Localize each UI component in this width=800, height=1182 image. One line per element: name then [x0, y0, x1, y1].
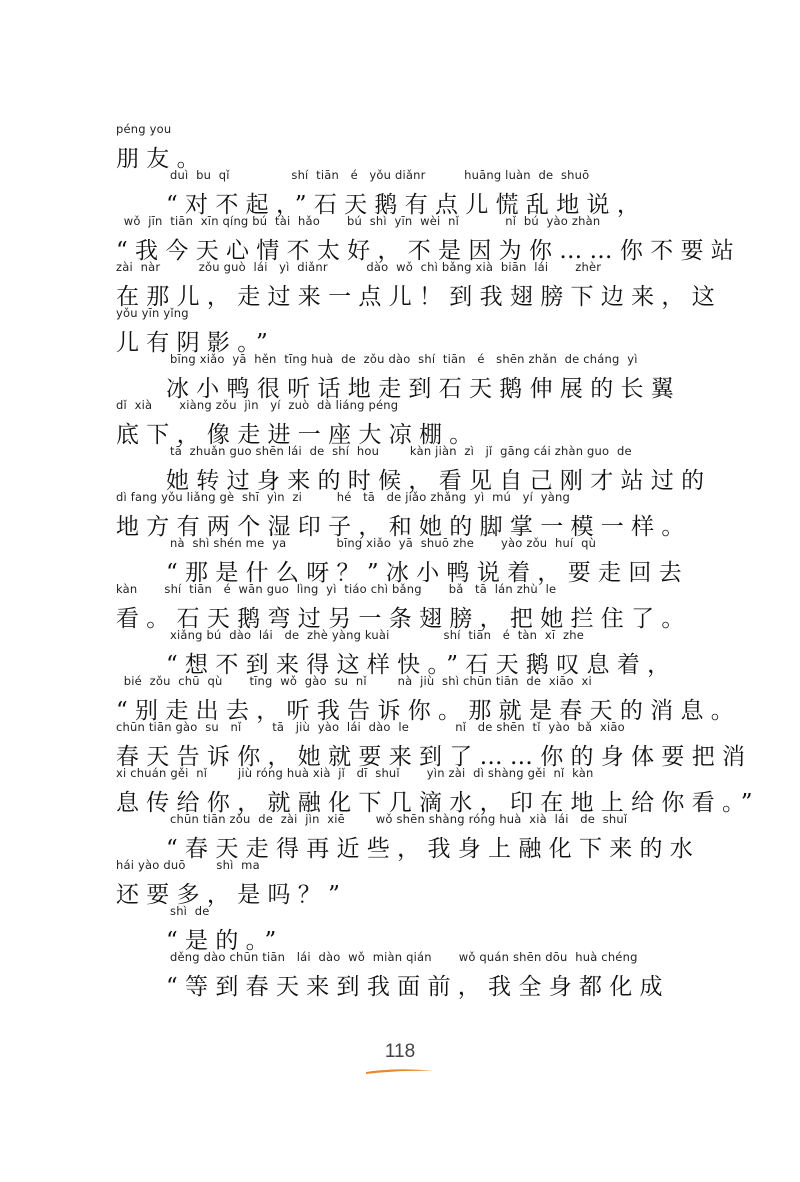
- text-line: [116, 210, 742, 264]
- page-number: 118: [384, 1041, 416, 1062]
- pinyin-annotation: duì bu qǐ shí tiān é yǒu diǎnr huāng luàn de shuō: [170, 168, 590, 182]
- pinyin-annotation: xiǎng bú dào lái de zhè yàng kuài shí tiān é tàn xī zhe: [170, 628, 584, 642]
- text-line: [116, 854, 686, 908]
- text-line: [116, 440, 712, 494]
- chinese-text: 春天告诉你，她就要来到了……你的身体要把消: [116, 744, 753, 770]
- pinyin-annotation: dì fang yǒu liǎng gè shī yìn zi hé tā de jiǎo zhǎng yì mú yí yàng: [116, 490, 570, 504]
- chinese-text: “想不到来得这样快。”石天鹅叹息着，: [166, 652, 678, 678]
- pinyin-annotation: tā zhuǎn guo shēn lái de shí hou kàn jiàn zì jǐ gāng cái zhàn guo de: [170, 444, 632, 458]
- pinyin-annotation: chūn tiān gào su nǐ tā jiù yào lái dào le nǐ de shēn tǐ yào bǎ xiāo: [116, 720, 625, 734]
- text-line: [116, 808, 701, 862]
- pinyin-annotation: hái yào duō shì ma: [116, 858, 260, 872]
- chinese-text: “等到春天来到我面前，我全身都化成: [166, 974, 670, 1000]
- chinese-text: 她转过身来的时候，看见自己刚才站过的: [166, 468, 712, 494]
- pinyin-annotation: děng dào chūn tiān lái dào wǒ miàn qián wǒ quán shēn dōu huà chéng: [170, 950, 638, 964]
- chinese-text: “别走出去，听我告诉你。那就是春天的消息。: [116, 698, 742, 724]
- page-number-swoosh-icon: [364, 1066, 436, 1076]
- text-line: [116, 348, 686, 402]
- chinese-text: 息传给你，就融化下几滴水，印在地上给你看。”: [116, 790, 760, 816]
- text-line: [116, 716, 753, 770]
- chinese-text: “春天走得再近些，我身上融化下来的水: [166, 836, 701, 862]
- text-line: [116, 670, 742, 724]
- pinyin-annotation: dǐ xià xiàng zǒu jìn yí zuò dà liáng péng: [116, 398, 399, 412]
- chinese-text: 在那儿，走过来一点儿！到我翅膀下边来，这: [116, 284, 722, 310]
- text-line: [116, 256, 722, 310]
- text-line: [116, 946, 686, 1000]
- pinyin-annotation: chūn tiān zǒu de zài jìn xiē wǒ shēn shàng róng huà xià lái de shuǐ: [170, 812, 628, 826]
- chinese-text: “那是什么呀？”冰小鸭说着，要走回去: [166, 560, 689, 586]
- pinyin-annotation: bié zǒu chū qù tīng wǒ gào su nǐ nà jiù shì chūn tiān de xiāo xi: [116, 674, 592, 688]
- pinyin-annotation: shì de: [170, 904, 210, 918]
- chinese-text: “对不起，”石天鹅有点儿慌乱地说，: [166, 192, 648, 218]
- pinyin-annotation: zài nàr zǒu guò lái yì diǎnr dào wǒ chì bǎng xià biān lái zhèr: [116, 260, 602, 274]
- text-line: [116, 762, 760, 816]
- chinese-text: 看。石天鹅弯过另一条翅膀，把她拦住了。: [116, 606, 692, 632]
- text-line: [116, 302, 686, 356]
- text-line: [116, 486, 692, 540]
- text-line: [116, 532, 689, 586]
- story-text: [116, 118, 760, 1000]
- pinyin-annotation: kàn shí tiān é wān guo lìng yì tiáo chì bǎng bǎ tā lán zhù le: [116, 582, 557, 596]
- text-line: [116, 118, 686, 172]
- text-line: [116, 164, 686, 218]
- pinyin-annotation: xi chuán gěi nǐ jiù róng huà xià jǐ dī shuǐ yìn zài dì shàng gěi nǐ kàn: [116, 766, 594, 780]
- chinese-text: 冰小鸭很听话地走到石天鹅伸展的长翼: [166, 376, 682, 402]
- chinese-text: 还要多，是吗？”: [116, 882, 348, 908]
- chinese-text: 朋友。: [116, 146, 207, 172]
- chinese-text: “我今天心情不太好，不是因为你……你不要站: [116, 238, 742, 264]
- text-line: [116, 578, 692, 632]
- text-line: [116, 900, 686, 954]
- chinese-text: 底下，像走进一座大凉棚。: [116, 422, 480, 448]
- pinyin-annotation: wǒ jīn tiān xīn qíng bú tài hǎo bú shì yīn wèi nǐ nǐ bú yào zhàn: [116, 214, 601, 228]
- pinyin-annotation: bīng xiǎo yā hěn tīng huà de zǒu dào shí tiān é shēn zhǎn de cháng yì: [170, 352, 638, 366]
- chinese-text: 地方有两个湿印子，和她的脚掌一模一样。: [116, 514, 692, 540]
- pinyin-annotation: yǒu yīn yǐng: [116, 306, 189, 320]
- text-line: [116, 394, 686, 448]
- chinese-text: 儿有阴影。”: [116, 330, 276, 356]
- pinyin-annotation: péng you: [116, 122, 172, 136]
- chinese-text: “是的。”: [166, 928, 284, 954]
- pinyin-annotation: nà shì shén me ya bīng xiǎo yā shuō zhe yào zǒu huí qù: [170, 536, 597, 550]
- text-line: [116, 624, 686, 678]
